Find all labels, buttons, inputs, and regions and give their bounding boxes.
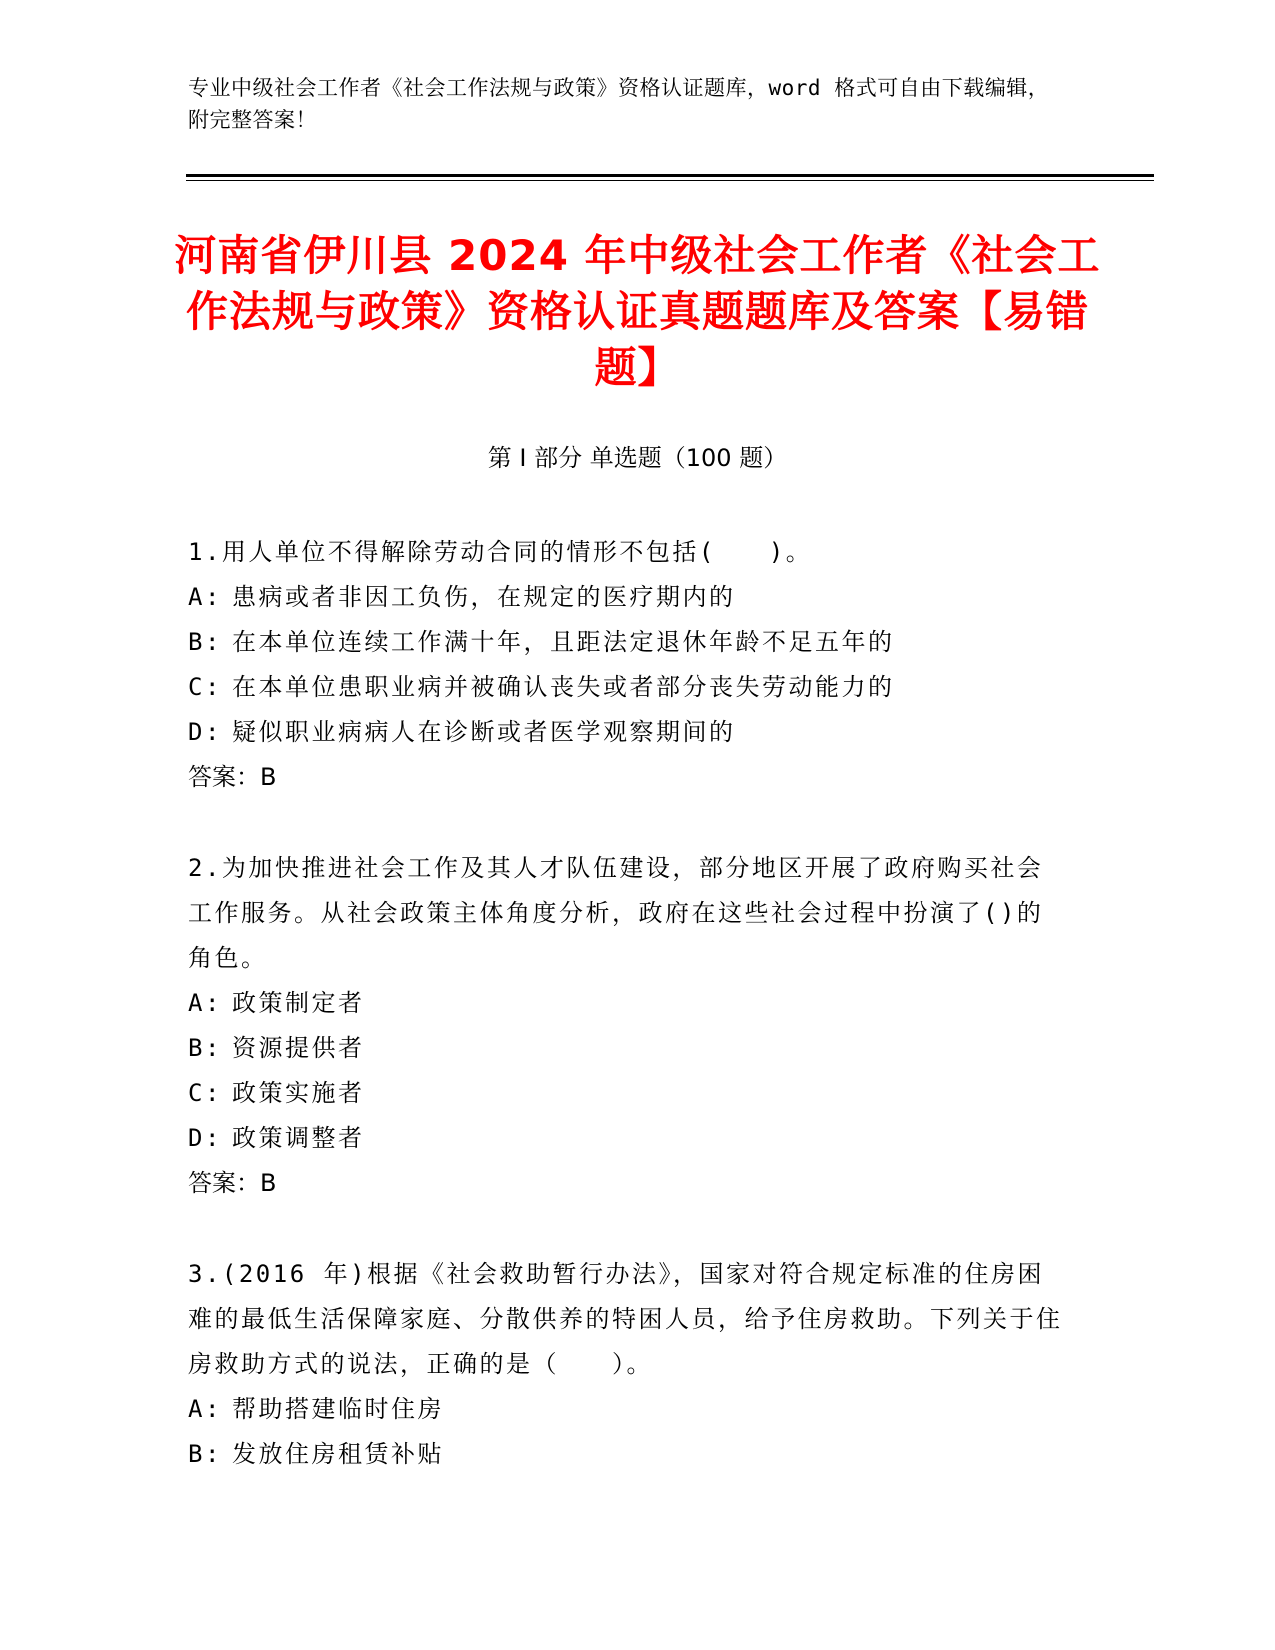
option-key: A: <box>188 1395 222 1423</box>
option-d <box>188 710 1068 755</box>
option-text: 疑似职业病病人在诊断或者医学观察期间的 <box>232 718 736 746</box>
option-b <box>188 1432 1068 1477</box>
option-key: D: <box>188 718 222 746</box>
option-key: A: <box>188 989 222 1017</box>
option-c <box>188 1071 1068 1116</box>
question-stem: 3.(2016 年)根据《社会救助暂行办法》，国家对符合规定标准的住房困难的最低生活保障家庭、分散供养的特困人员，给予住房救助。下列关于住房救助方式的说法，正确的是（ ）。 <box>188 1260 1063 1378</box>
option-a <box>188 981 1068 1026</box>
option-text: 在本单位连续工作满十年，且距法定退休年龄不足五年的 <box>232 628 895 656</box>
question-stem: 2.为加快推进社会工作及其人才队伍建设，部分地区开展了政府购买社会工作服务。从社会政策主体角度分析，政府在这些社会过程中扮演了()的角色。 <box>188 854 1044 972</box>
option-text: 在本单位患职业病并被确认丧失或者部分丧失劳动能力的 <box>232 673 895 701</box>
option-key: B: <box>188 1440 222 1468</box>
option-text: 帮助搭建临时住房 <box>232 1395 444 1423</box>
option-text: 患病或者非因工负伤，在规定的医疗期内的 <box>232 583 736 611</box>
answer-line: 答案：B <box>188 1169 277 1197</box>
option-key: C: <box>188 1079 222 1107</box>
question-1 <box>188 530 1068 800</box>
option-b <box>188 620 1068 665</box>
option-text: 资源提供者 <box>232 1034 365 1062</box>
option-text: 政策实施者 <box>232 1079 365 1107</box>
question-stem: 1.用人单位不得解除劳动合同的情形不包括( )。 <box>188 538 813 566</box>
option-c <box>188 665 1068 710</box>
option-a <box>188 575 1068 620</box>
option-key: B: <box>188 1034 222 1062</box>
option-text: 发放住房租赁补贴 <box>232 1440 444 1468</box>
option-key: B: <box>188 628 222 656</box>
header-rule-thin <box>186 180 1154 181</box>
option-text: 政策调整者 <box>232 1124 365 1152</box>
header-rule-thick <box>186 174 1154 177</box>
question-3 <box>188 1252 1068 1477</box>
question-2 <box>188 846 1068 1206</box>
option-key: A: <box>188 583 222 611</box>
option-b <box>188 1026 1068 1071</box>
option-key: C: <box>188 673 222 701</box>
section-heading: 第 I 部分 单选题（100 题） <box>487 444 788 472</box>
question-list <box>188 530 1068 1523</box>
option-d <box>188 1116 1068 1161</box>
answer-line: 答案：B <box>188 763 277 791</box>
option-key: D: <box>188 1124 222 1152</box>
document-title: 河南省伊川县 2024 年中级社会工作者《社会工作法规与政策》资格认证真题题库及答案【易错题】 <box>174 231 1101 392</box>
option-text: 政策制定者 <box>232 989 365 1017</box>
header-note: 专业中级社会工作者《社会工作法规与政策》资格认证题库，word 格式可自由下载编辑，附完整答案！ <box>188 76 1050 132</box>
option-a <box>188 1387 1068 1432</box>
